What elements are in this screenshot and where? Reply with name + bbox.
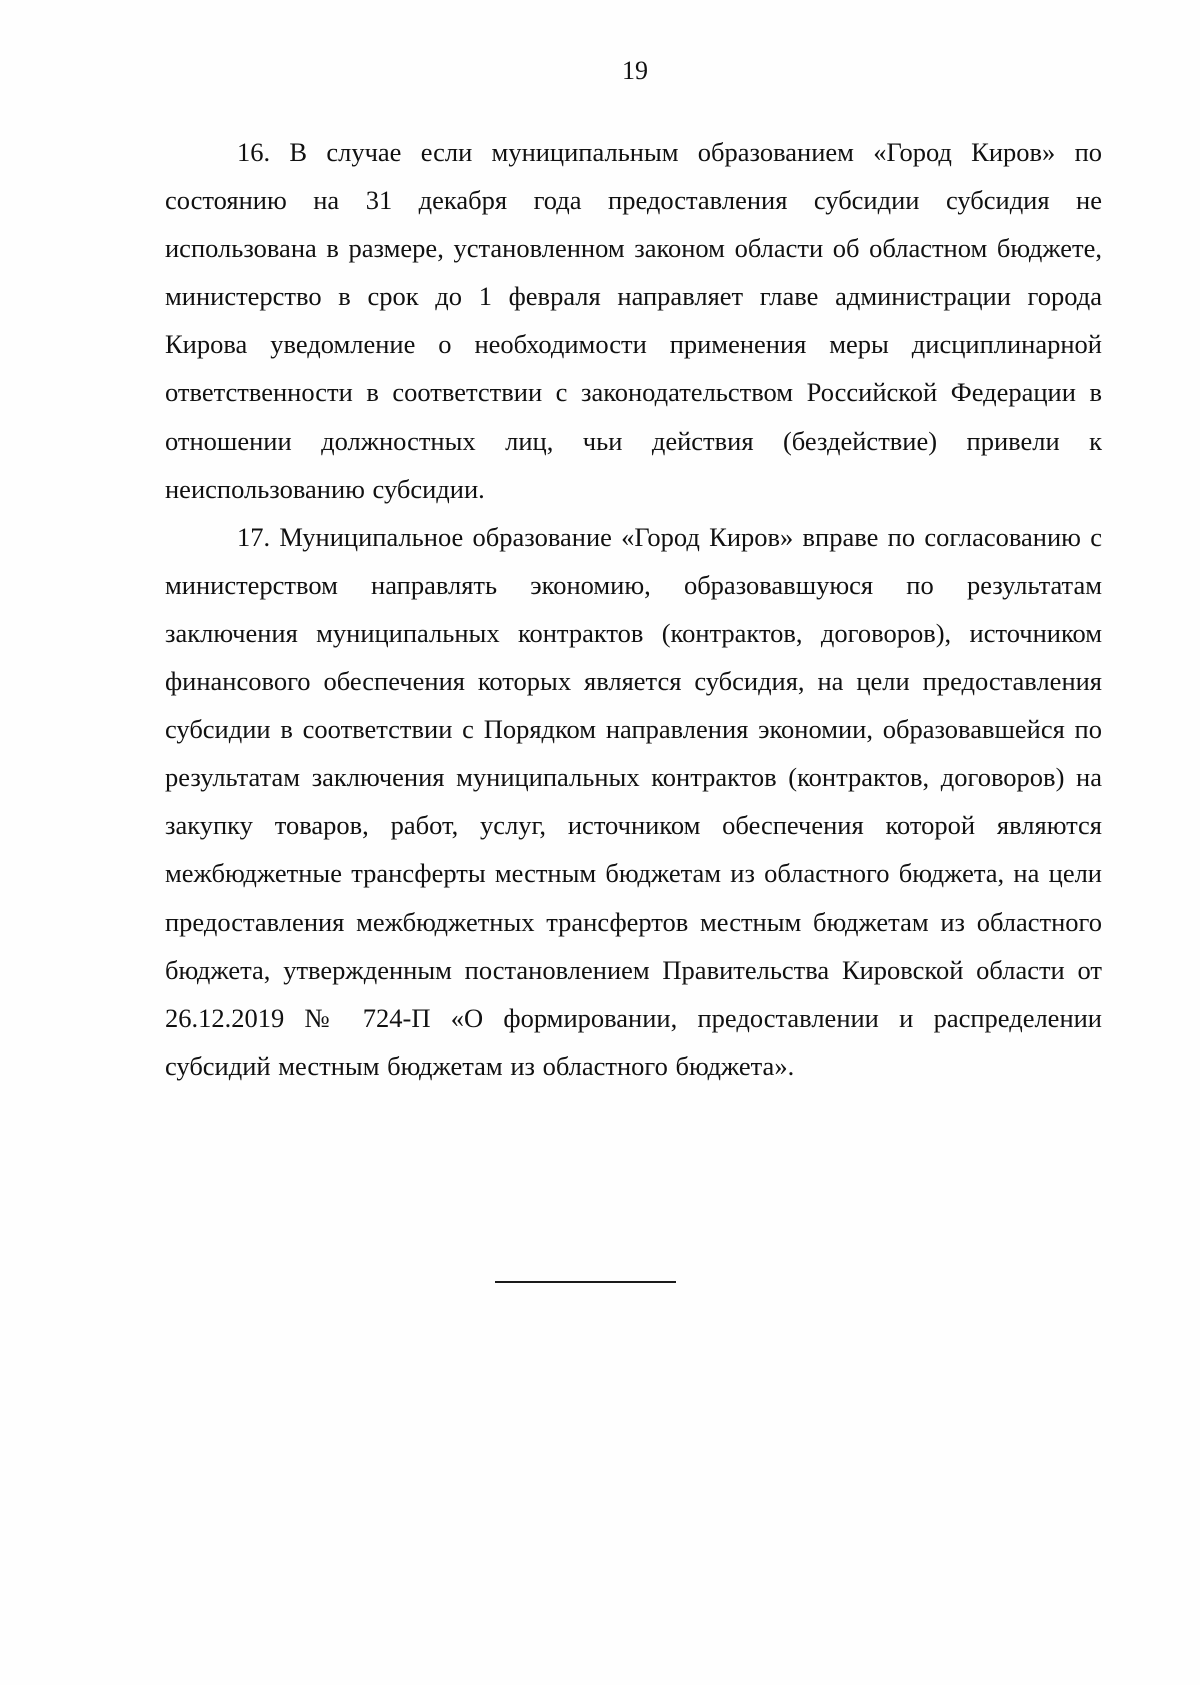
end-separator-line bbox=[495, 1281, 676, 1283]
paragraph-17: 17. Муниципальное образование «Город Киров» вправе по согласованию с министерством направлять экономию, образовавшуюся по результатам заключения муниципальных контрактов (контрактов, договоров), источником финансового обеспечения которых является субсидия, на цели предоставления субсидии в соответствии с Порядком направления экономии, образовавшейся по результатам заключения муниципальных контрактов (контрактов, договоров) на закупку товаров, работ, услуг, источником обеспечения которой являются межбюджетные трансферты местным бюджетам из областного бюджета, на цели предоставления межбюджетных трансфертов местным бюджетам из областного бюджета, утвержденным постановлением Правительства Кировской области от 26.12.2019 № 724-П «О формировании, предоставлении и распределении субсидий местным бюджетам из областного бюджета». bbox=[165, 521, 1102, 1081]
page-number: 19 bbox=[622, 56, 648, 85]
document-body bbox=[165, 128, 1102, 1090]
paragraph-16: 16. В случае если муниципальным образованием «Город Киров» по состоянию на 31 декабря года предоставления субсидии субсидия не использована в размере, установленном законом области об областном бюджете, министерство в срок до 1 февраля направляет главе администрации города Кирова уведомление о необходимости применения меры дисциплинарной ответственности в соответствии с законодательством Российской Федерации в отношении должностных лиц, чьи действия (бездействие) привели к неиспользованию субсидии. bbox=[165, 137, 1102, 504]
